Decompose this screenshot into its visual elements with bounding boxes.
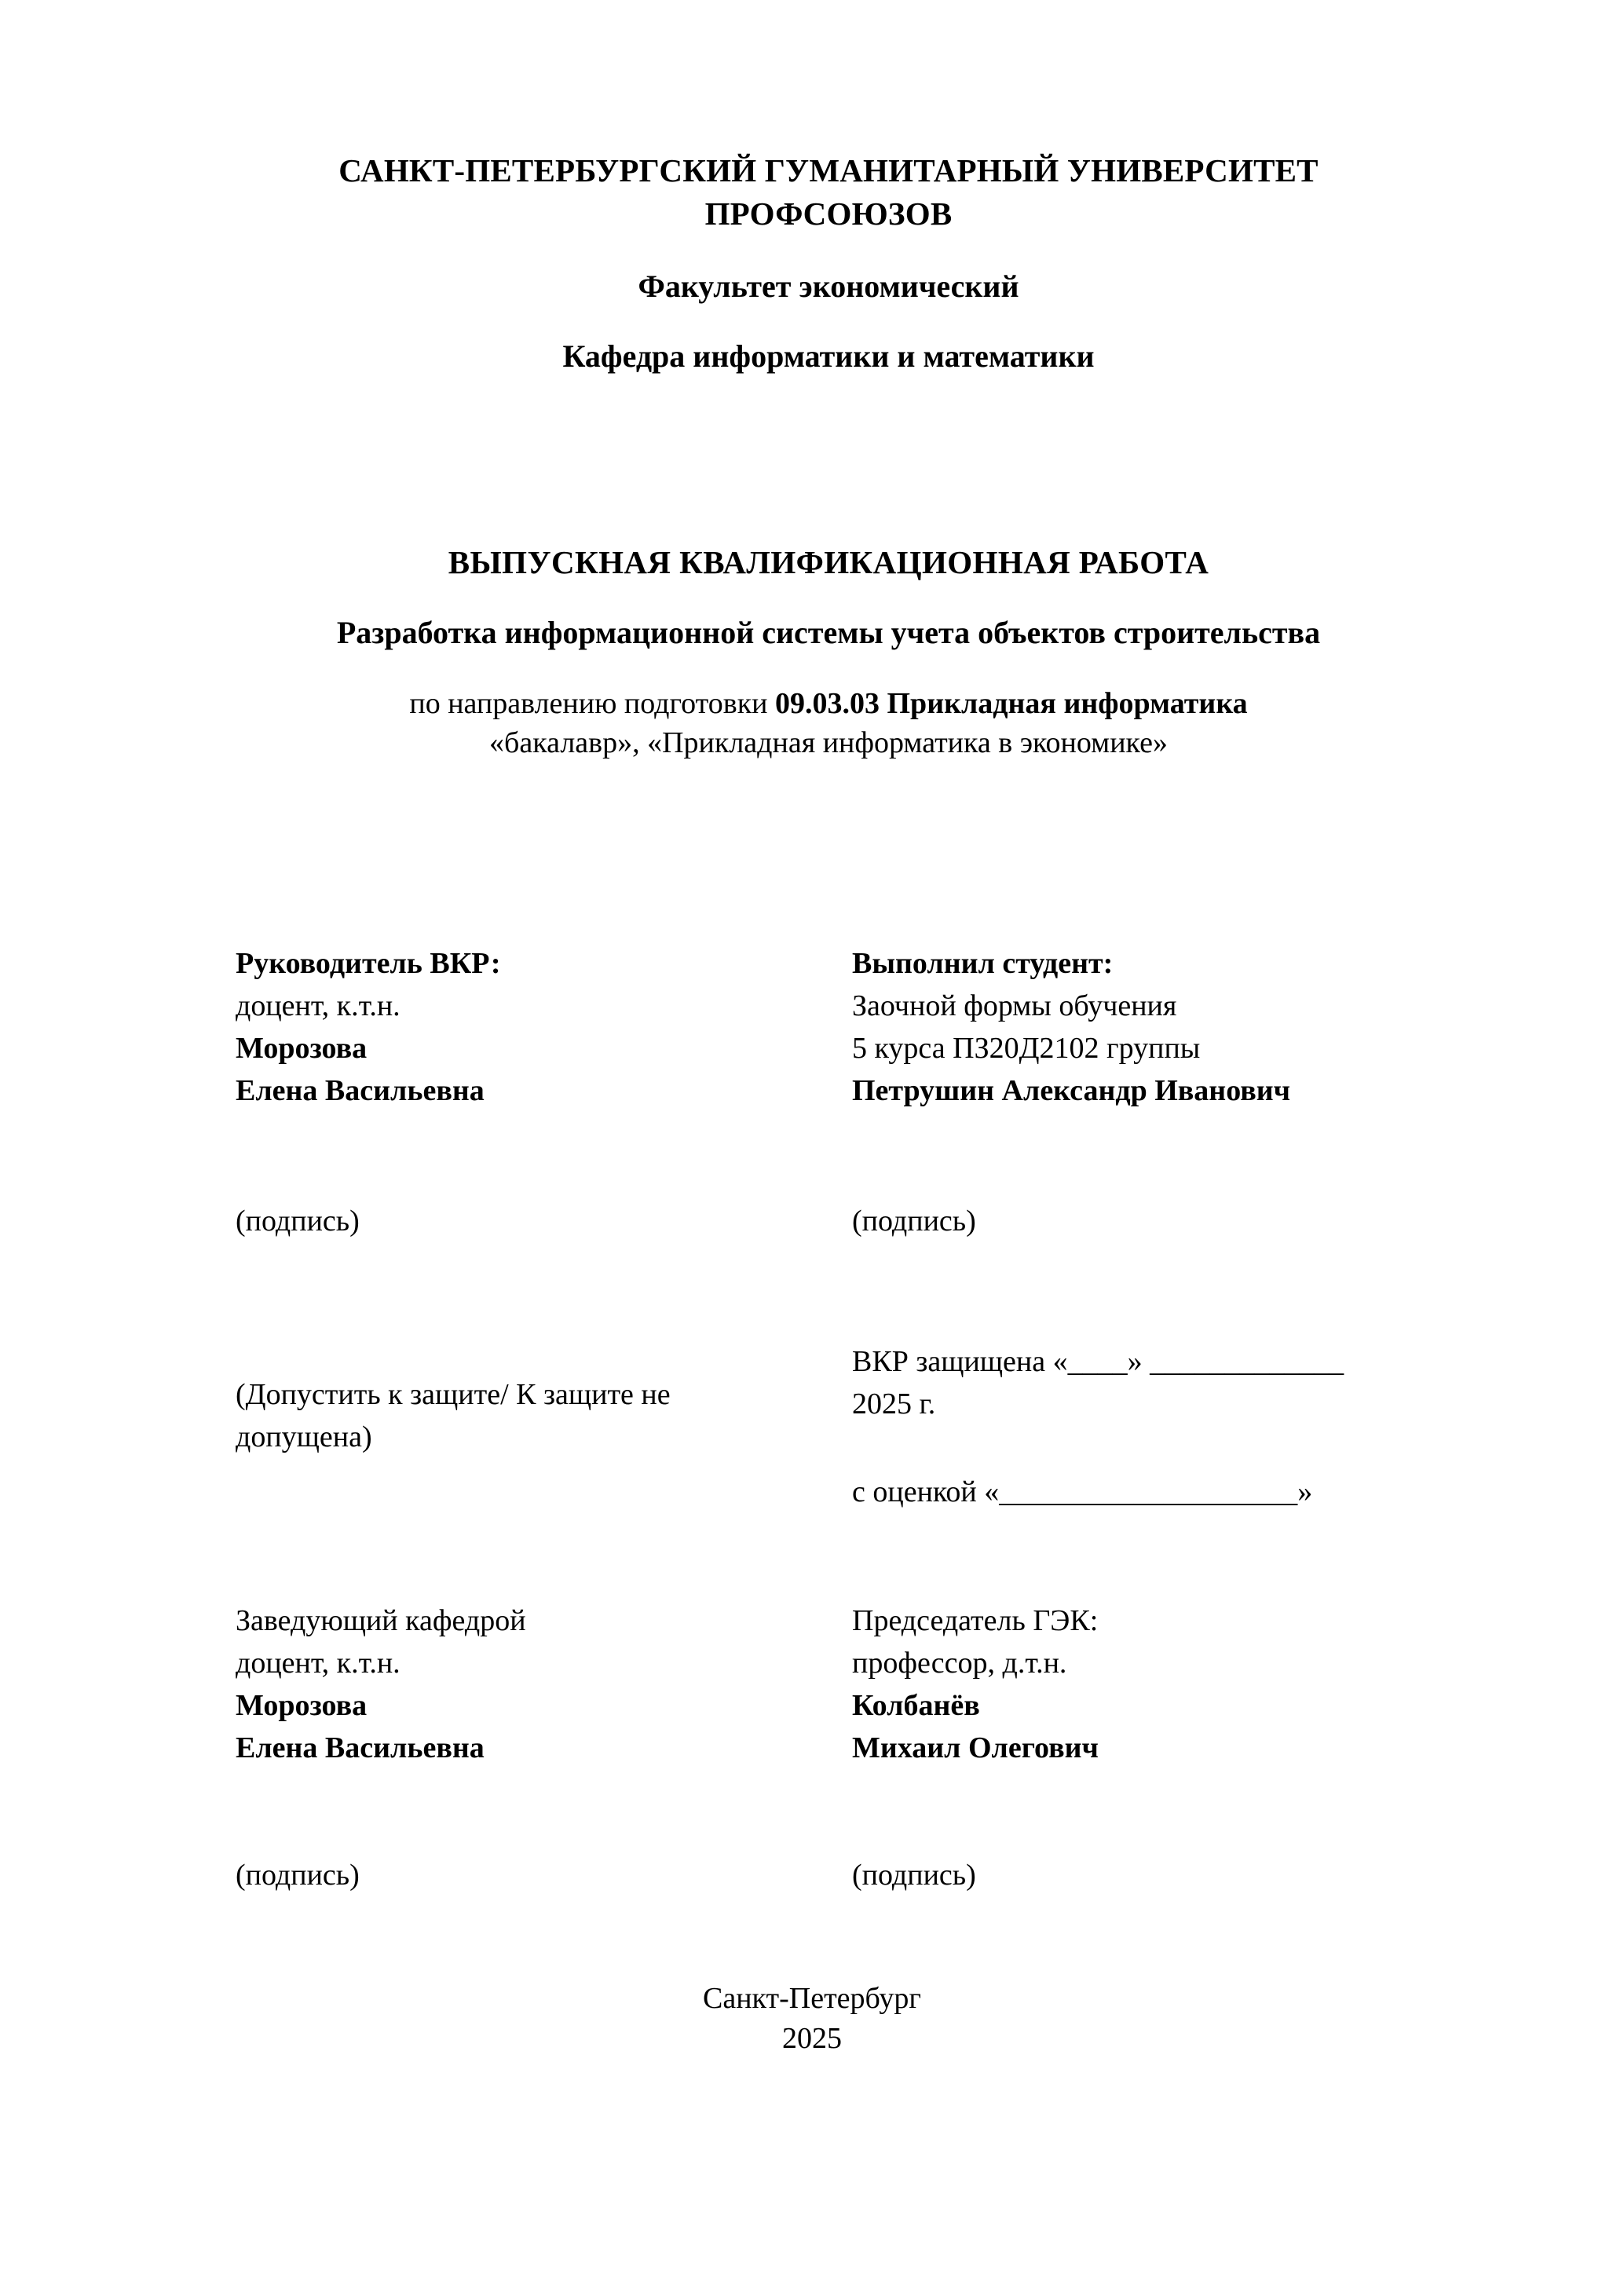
supervisor-role-label: Руководитель ВКР: [236, 947, 501, 980]
qualification-line: «бакалавр», «Прикладная информатика в экономике» [489, 726, 1168, 759]
supervisor-degree: доцент, к.т.н. [236, 989, 401, 1022]
footer-city: Санкт-Петербург [702, 1982, 922, 2015]
chair-signature-space [852, 1770, 1421, 1855]
supervisor-block [236, 943, 828, 1242]
work-title-block [236, 543, 1421, 762]
head-signature-space [236, 1770, 810, 1855]
signatures-area [236, 943, 1421, 1896]
direction-line [236, 684, 1421, 723]
head-surname: Морозова [236, 1688, 368, 1722]
student-form: Заочной формы обучения [852, 989, 1177, 1022]
student-fullname: Петрушин Александр Иванович [852, 1073, 1291, 1107]
head-name: Елена Васильевна [236, 1731, 485, 1764]
defense-date-line: ВКР защищена «____» _____________ [852, 1345, 1344, 1378]
student-signature-space [852, 1113, 1421, 1201]
direction-prefix: по направлению подготовки [409, 686, 775, 720]
defense-block [828, 1341, 1421, 1514]
head-of-department-block [236, 1600, 828, 1896]
supervisor-signature-space [236, 1113, 810, 1201]
title-page-content [236, 149, 1421, 1896]
supervisor-surname: Морозова [236, 1031, 368, 1065]
admission-block [236, 1341, 828, 1514]
defense-mark-line: с оценкой «____________________» [852, 1475, 1313, 1508]
university-name: САНКТ-ПЕТЕРБУРГСКИЙ ГУМАНИТАРНЫЙ УНИВЕРСИТЕТ ПРОФСОЮЗОВ [338, 152, 1319, 232]
institution-header [236, 149, 1421, 375]
faculty-name: Факультет экономический [638, 268, 1019, 304]
supervisor-signature-label: (подпись) [236, 1204, 360, 1238]
chair-surname: Колбанёв [852, 1688, 980, 1722]
direction-code: 09.03.03 Прикладная информатика [775, 686, 1248, 720]
work-type: ВЫПУСКНАЯ КВАЛИФИКАЦИОННАЯ РАБОТА [448, 543, 1209, 580]
chair-name: Михаил Олегович [852, 1731, 1099, 1764]
head-role-label: Заведующий кафедрой [236, 1603, 526, 1637]
head-degree: доцент, к.т.н. [236, 1646, 401, 1680]
admission-text: (Допустить к защите/ К защите не допущена) [236, 1378, 671, 1453]
head-signature-label: (подпись) [236, 1858, 360, 1892]
row-admission-defense [236, 1341, 1421, 1514]
footer-year: 2025 [782, 2022, 842, 2056]
row-head-chair [236, 1600, 1421, 1896]
chair-degree: профессор, д.т.н. [852, 1646, 1067, 1680]
work-theme: Разработка информационной системы учета объектов строительства [336, 614, 1321, 650]
row-supervisor-student [236, 943, 1421, 1242]
chair-signature-label: (подпись) [852, 1858, 976, 1892]
page-footer [0, 1979, 1624, 2060]
commission-chair-block [828, 1600, 1421, 1896]
department-name: Кафедра информатики и математики [562, 338, 1095, 374]
student-signature-label: (подпись) [852, 1204, 976, 1238]
supervisor-name: Елена Васильевна [236, 1073, 485, 1107]
student-group: 5 курса ПЗ20Д2102 группы [852, 1031, 1201, 1065]
student-block [828, 943, 1421, 1242]
student-role-label: Выполнил студент: [852, 947, 1114, 980]
chair-role-label: Председатель ГЭК: [852, 1603, 1099, 1637]
defense-year-line: 2025 г. [852, 1387, 936, 1420]
